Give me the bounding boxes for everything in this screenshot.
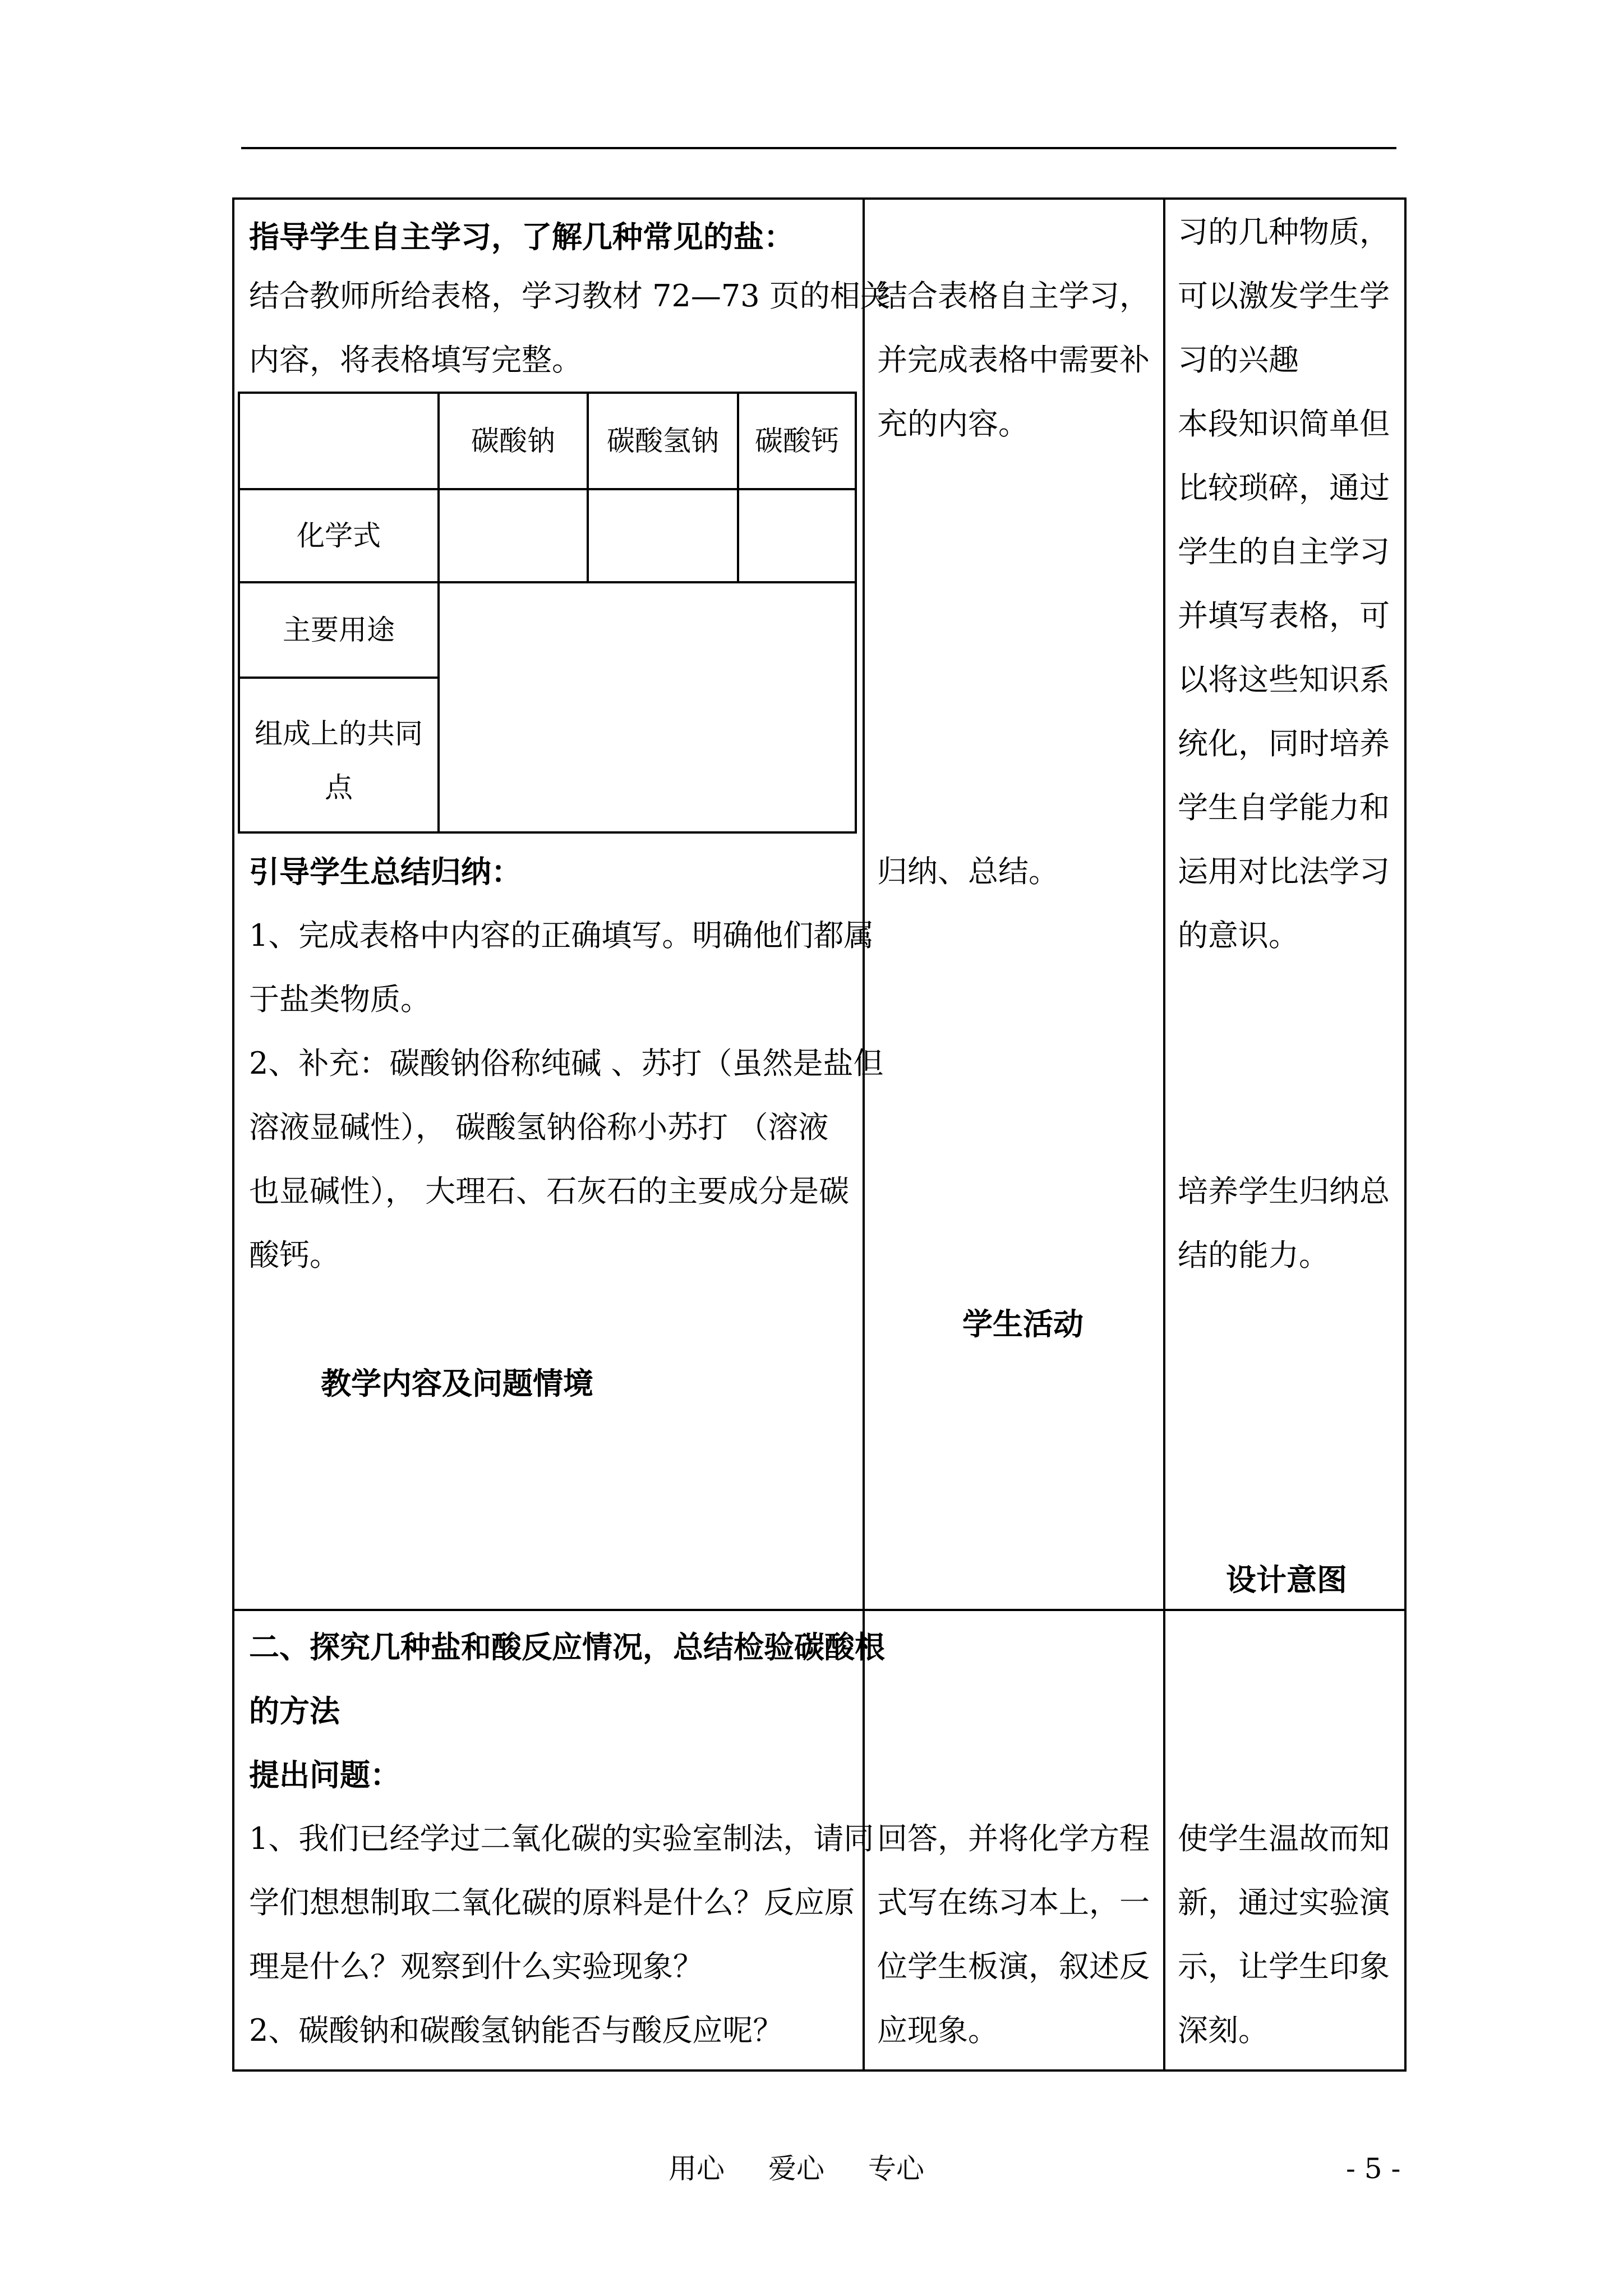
intent-2-line-1: 培养学生归纳总 — [1178, 1174, 1390, 1209]
page-number: - 5 - — [1346, 2152, 1401, 2185]
intent-1-line-4: 本段知识简单但 — [1178, 406, 1390, 441]
salts-table-corner — [239, 393, 439, 489]
activity-1-line-3: 充的内容。 — [877, 406, 1029, 441]
activity-3-line-3: 位学生板演，叙述反 — [877, 1949, 1150, 1984]
intent-1-line-10: 学生自学能力和 — [1178, 790, 1390, 825]
salts-cell-formula-3 — [738, 489, 856, 582]
salts-row-use-label: 主要用途 — [239, 582, 439, 678]
summary-line-5: 也显碱性）， 大理石、石灰石的主要成分是碳 — [249, 1174, 850, 1209]
intent-1-line-6: 学生的自主学习 — [1178, 534, 1390, 569]
guide-para-line-1: 结合教师所给表格，学习教材 72—73 页的相关 — [249, 278, 891, 314]
footer-motto-3: 专心 — [868, 2152, 924, 2185]
footer-motto-2: 爱心 — [768, 2152, 824, 2185]
table-top-border — [232, 197, 1407, 200]
activity-3-line-2: 式写在练习本上，一 — [877, 1885, 1150, 1920]
intent-3-line-1: 使学生温故而知 — [1178, 1821, 1390, 1856]
intent-3-line-3: 示，让学生印象 — [1178, 1949, 1390, 1984]
activity-1-line-2: 并完成表格中需要补 — [877, 342, 1150, 378]
table-row-divider — [232, 1609, 1407, 1611]
summary-heading: 引导学生总结归纳： — [249, 854, 522, 890]
question-line-2: 学们想想制取二氧化碳的原料是什么？反应原 — [249, 1885, 855, 1920]
footer-motto-1: 用心 — [668, 2152, 725, 2185]
summary-line-2: 于盐类物质。 — [249, 982, 431, 1017]
table-left-border — [232, 197, 234, 2072]
guide-para-line-2: 内容，将表格填写完整。 — [249, 342, 582, 378]
salts-header-sodium-bicarbonate: 碳酸氢钠 — [588, 393, 738, 489]
salts-cell-use-merged — [439, 582, 856, 832]
col3-title: 设计意图 — [1226, 1562, 1347, 1598]
salts-row-common-line-1: 组成上的共同 — [255, 717, 423, 750]
section2-line-2: 的方法 — [249, 1693, 340, 1729]
intent-3-line-4: 深刻。 — [1178, 2013, 1269, 2048]
salts-header-sodium-carbonate: 碳酸钠 — [439, 393, 588, 489]
intent-1-line-11: 运用对比法学习 — [1178, 854, 1390, 889]
activity-3-line-1: 回答，并将化学方程 — [877, 1821, 1150, 1856]
intent-1-line-7: 并填写表格，可 — [1178, 598, 1390, 633]
guide-heading: 指导学生自主学习，了解几种常见的盐： — [249, 219, 794, 255]
activity-2: 归纳、总结。 — [877, 854, 1059, 889]
table-col-divider-1 — [863, 197, 865, 2072]
table-right-border — [1404, 197, 1407, 2072]
activity-3-line-4: 应现象。 — [877, 2013, 998, 2048]
summary-line-4: 溶液显碱性）， 碳酸氢钠俗称小苏打 （溶液 — [249, 1110, 829, 1145]
table-col-divider-2 — [1163, 197, 1165, 2072]
col2-title: 学生活动 — [962, 1306, 1083, 1342]
intent-1-line-3: 习的兴趣 — [1178, 342, 1299, 378]
summary-line-6: 酸钙。 — [249, 1237, 340, 1273]
intent-1-line-9: 统化，同时培养 — [1178, 726, 1390, 761]
salts-row-common-label — [239, 678, 439, 832]
intent-1-line-12: 的意识。 — [1178, 918, 1299, 953]
salts-cell-formula-1 — [439, 489, 588, 582]
intent-1-line-2: 可以激发学生学 — [1178, 278, 1390, 314]
table-bottom-border — [232, 2069, 1407, 2072]
salts-cell-formula-2 — [588, 489, 738, 582]
summary-line-1: 1、完成表格中内容的正确填写。明确他们都属 — [249, 918, 874, 953]
intent-2-line-2: 结的能力。 — [1178, 1237, 1329, 1273]
section2-line-1: 二、探究几种盐和酸反应情况，总结检验碳酸根 — [249, 1629, 885, 1665]
intent-3-line-2: 新，通过实验演 — [1178, 1885, 1390, 1920]
intent-1-line-8: 以将这些知识系 — [1178, 662, 1390, 697]
salts-row-formula-label: 化学式 — [239, 489, 439, 582]
question-line-1: 1、我们已经学过二氧化碳的实验室制法，请同 — [249, 1821, 874, 1856]
questions-heading: 提出问题： — [249, 1757, 400, 1793]
question-line-4: 2、碳酸钠和碳酸氢钠能否与酸反应呢？ — [249, 2013, 783, 2048]
col1-title: 教学内容及问题情境 — [321, 1365, 593, 1401]
question-line-3: 理是什么？观察到什么实验现象？ — [249, 1949, 703, 1984]
intent-1-line-1: 习的几种物质， — [1178, 214, 1390, 250]
salts-row-common-line-2: 点 — [325, 771, 353, 804]
salts-table — [238, 392, 857, 834]
activity-1-line-1: 结合表格自主学习， — [877, 278, 1150, 314]
intent-1-line-5: 比较琐碎，通过 — [1178, 470, 1390, 505]
header-rule — [241, 147, 1396, 149]
salts-header-calcium-carbonate: 碳酸钙 — [738, 393, 856, 489]
summary-line-3: 2、补充：碳酸钠俗称纯碱 、苏打（虽然是盐但 — [249, 1046, 884, 1081]
